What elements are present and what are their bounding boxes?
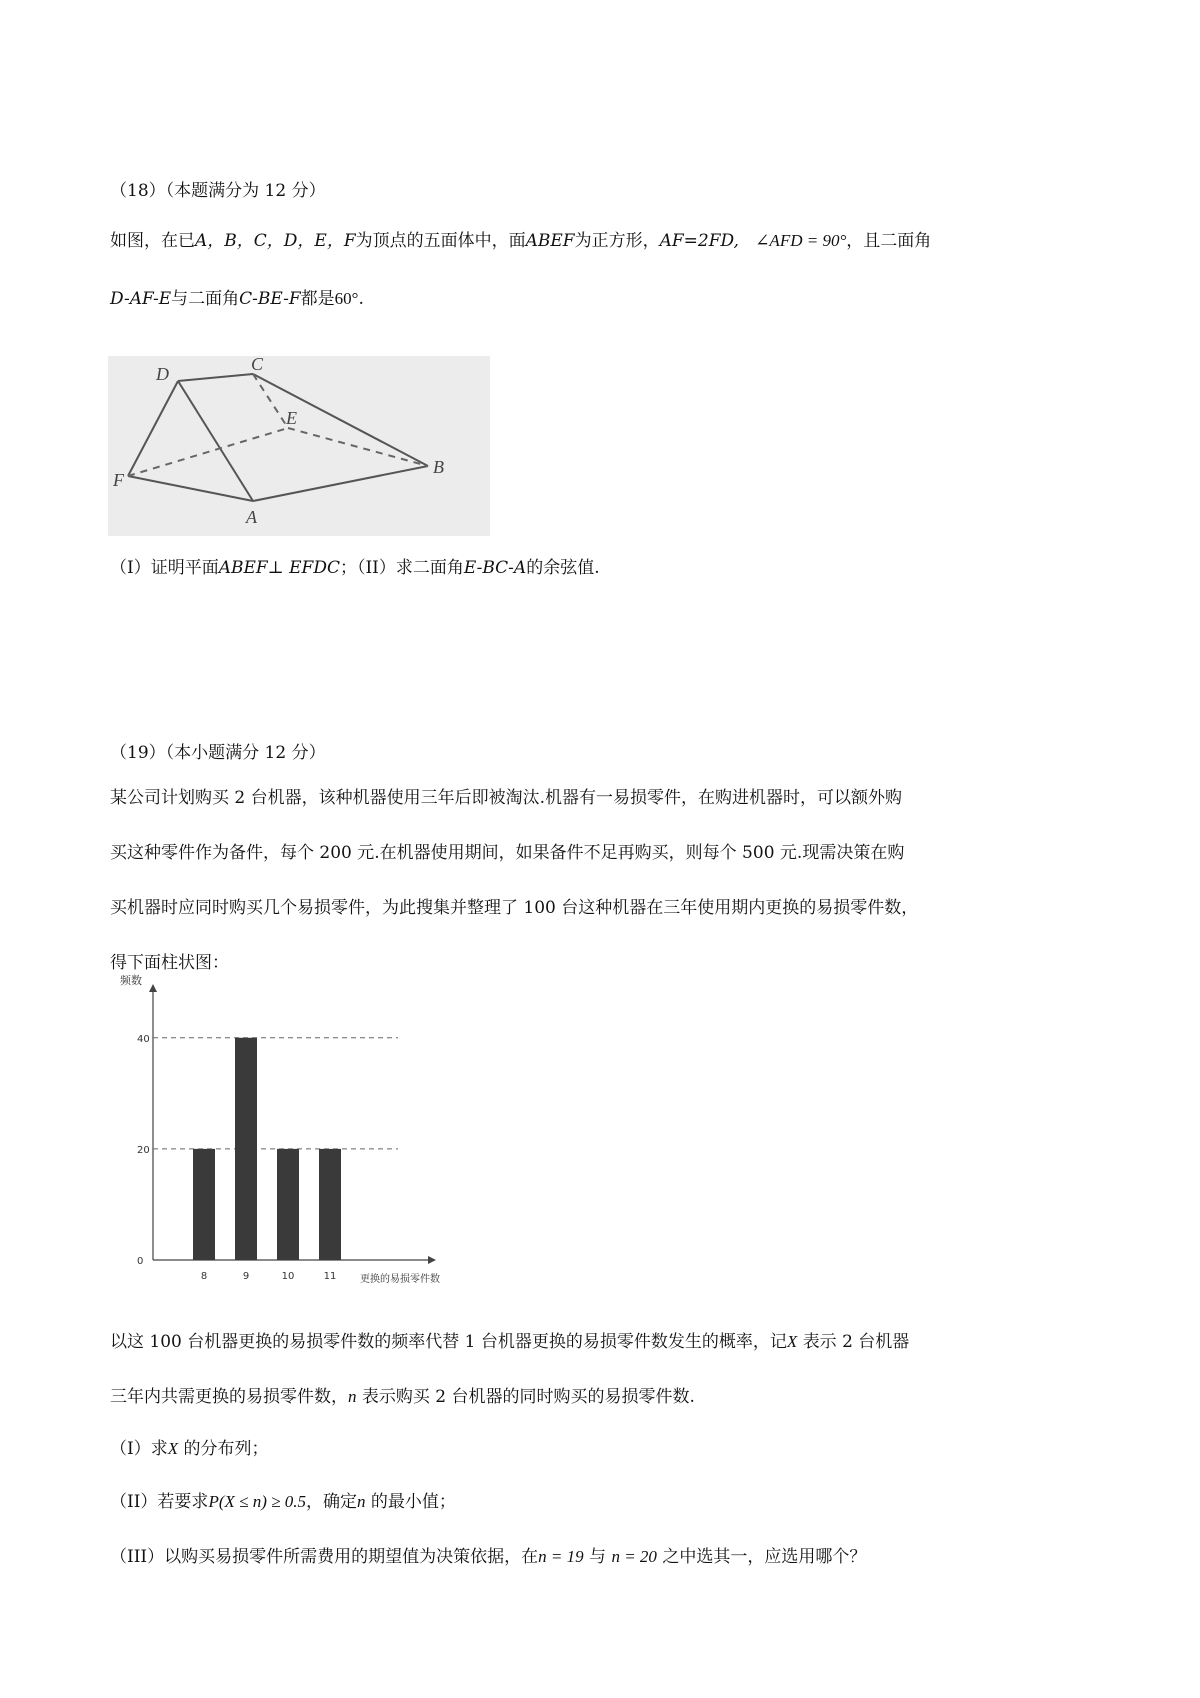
- x-tick-label: 11: [323, 1271, 337, 1282]
- q19-subquestion-1: [110, 1440, 269, 1458]
- label-b: B: [433, 457, 444, 477]
- q18-equation: AF=2FD,: [659, 231, 739, 251]
- q18-dihedral-1: D-AF-E: [110, 289, 172, 309]
- bar-chart: [108, 965, 528, 1305]
- q18-line1-text-c: 为正方形，: [574, 231, 660, 251]
- q19-s3-text-b: 与: [589, 1547, 607, 1567]
- q18-header: （18）（本题满分为 12 分）: [110, 181, 326, 201]
- q19-paragraph-line-2: 买这种零件作为备件，每个 200 元.在机器使用期间，如果备件不足再购买，则每个 500 元.现需决策在购: [110, 843, 905, 863]
- q19-header: （19）（本小题满分 12 分）: [110, 743, 326, 763]
- bar: [235, 1038, 257, 1260]
- q18-line1-text-a: 如图，在已: [110, 231, 195, 251]
- q19-s2-text-c: 的最小值；: [370, 1492, 456, 1512]
- q19-probability-expr: P(X ≤ n) ≥ 0.5: [208, 1492, 306, 1511]
- label-a: A: [246, 507, 257, 527]
- x-tick-label: 10: [281, 1271, 295, 1282]
- q19-s2-text-b: ，确定: [305, 1492, 357, 1512]
- q18-line1-text-d: ，且二面角: [846, 231, 932, 251]
- label-f: F: [113, 470, 124, 490]
- q18-dihedral-2: C-BE-F: [239, 289, 301, 309]
- q19-paragraph-line-1: 某公司计划购买 2 台机器，该种机器使用三年后即被淘汰.机器有一易损零件，在购进机器时，可以额外购: [110, 788, 903, 808]
- q18-points: A，B，C，D，E，F: [195, 231, 356, 251]
- q18-part1-text: （I）证明平面: [110, 558, 219, 578]
- q18-line2-text-d: 都是: [300, 289, 335, 309]
- label-e: E: [286, 408, 297, 428]
- bar: [193, 1149, 215, 1260]
- q18-parts: [110, 560, 600, 577]
- q18-line1: [110, 232, 931, 250]
- q19-var-x: X: [786, 1332, 798, 1351]
- q19-s2-text-a: （II）若要求: [110, 1492, 209, 1512]
- q18-part2-text: ；（II）求二面角: [339, 558, 464, 578]
- q18-line1-text-b: 为顶点的五面体中，面: [355, 231, 526, 251]
- perpendicular-symbol: ⊥: [267, 558, 284, 578]
- q19-subquestion-2: [110, 1493, 456, 1511]
- q18-line2-text-b: 与二面角: [171, 289, 240, 309]
- y-tick-label: 0: [137, 1256, 144, 1267]
- x-tick-label: 8: [200, 1271, 208, 1282]
- y-axis-label: 频数: [120, 974, 142, 987]
- pentahedron-figure: [108, 356, 490, 536]
- q19-s2-var-n: n: [356, 1492, 366, 1511]
- q19-var-n: n: [348, 1387, 357, 1406]
- q19-option-20: n = 20: [611, 1547, 657, 1566]
- q19-paragraph-line-3: 买机器时应同时购买几个易损零件，为此搜集并整理了 100 台这种机器在三年使用期内更换的易损零件数，: [110, 898, 919, 918]
- q18-plane-2: EFDC: [289, 558, 340, 578]
- q19-paragraph-line-5: [110, 1333, 909, 1351]
- q19-paragraph-line-6: [110, 1388, 695, 1406]
- q19-p5-text-b: 表示 2 台机器: [802, 1332, 910, 1352]
- q19-s3-text-c: 之中选其一，应选用哪个？: [662, 1547, 867, 1567]
- q19-p6-text-a: 三年内共需更换的易损零件数，: [110, 1387, 348, 1407]
- y-tick-label: 20: [137, 1144, 150, 1156]
- q19-p5-text-a: 以这 100 台机器更换的易损零件数的频率代替 1 台机器更换的易损零件数发生的概率，记: [110, 1332, 787, 1352]
- q19-s3-text-a: （III）以购买易损零件所需费用的期望值为决策依据，在: [110, 1547, 539, 1567]
- q19-s1-text-b: 的分布列；: [183, 1439, 269, 1459]
- q18-part2-end: 的余弦值.: [526, 558, 600, 578]
- bar: [319, 1149, 341, 1260]
- y-axis-arrow: [149, 984, 157, 992]
- q19-subquestion-3: [110, 1548, 866, 1566]
- q18-line2: [110, 290, 364, 308]
- q18-angle-value: 60°: [334, 289, 359, 308]
- q19-s1-text-a: （I）求: [110, 1439, 168, 1459]
- label-d: D: [156, 364, 169, 384]
- x-tick-label: 9: [242, 1271, 250, 1282]
- x-axis-arrow: [428, 1256, 436, 1264]
- bar: [277, 1149, 299, 1260]
- q18-angle: ∠AFD = 90°: [755, 231, 847, 250]
- q19-p6-text-b: 表示购买 2 台机器的同时购买的易损零件数.: [361, 1387, 695, 1407]
- q18-face: ABEF: [525, 231, 575, 251]
- q18-line2-end: .: [358, 289, 364, 309]
- x-axis-label: 更换的易损零件数: [360, 1274, 440, 1285]
- q19-s1-var-x: X: [167, 1439, 179, 1458]
- q18-plane-1: ABEF: [218, 558, 268, 578]
- y-tick-label: 40: [137, 1033, 150, 1045]
- q19-paragraph-line-4: 得下面柱状图：: [110, 953, 229, 973]
- label-c: C: [251, 356, 264, 374]
- q18-dihedral-3: E-BC-A: [463, 558, 527, 578]
- q19-option-19: n = 19: [538, 1547, 584, 1566]
